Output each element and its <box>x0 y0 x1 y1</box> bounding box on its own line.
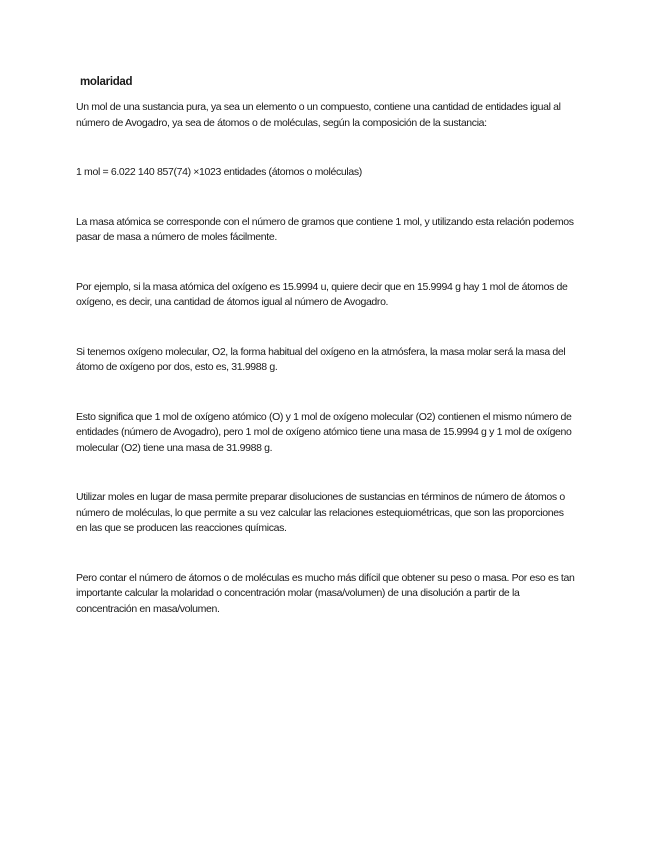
paragraph-avogadro-equation: 1 mol = 6.022 140 857(74) ×1023 entidades (átomos o moléculas) <box>76 166 362 178</box>
paragraph-molecular-oxygen: Si tenemos oxígeno molecular, O2, la forma habitual del oxígeno en la atmósfera, la masa molar será la masa del átomo de oxígeno por dos, esto es, 31.9988 g. <box>76 345 566 373</box>
paragraph-mol-definition: Un mol de una sustancia pura, ya sea un elemento o un compuesto, contiene una cantidad de entidades igual al número de Avogadro, ya sea de átomos o de moléculas, según la composición de la sustancia: <box>76 101 561 129</box>
paragraph-atomic-vs-molecular: Esto significa que 1 mol de oxígeno atómico (O) y 1 mol de oxígeno molecular (O2) contienen el mismo número de entidades (número de Avogadro), pero 1 mol de oxígeno atómico tiene una masa de 15.9994 g y 1 mol de oxígeno molecular (O2) tiene una masa de 31.9988 g. <box>76 410 572 454</box>
paragraph-atomic-mass: La masa atómica se corresponde con el número de gramos que contiene 1 mol, y utilizando esta relación podemos pasar de masa a número de moles fácilmente. <box>76 215 574 243</box>
paragraph-oxygen-example: Por ejemplo, si la masa atómica del oxígeno es 15.9994 u, quiere decir que en 15.9994 g hay 1 mol de átomos de oxígeno, es decir, una cantidad de átomos igual al número de Avogadro. <box>76 280 568 308</box>
paragraph-using-moles: Utilizar moles en lugar de masa permite preparar disoluciones de sustancias en términos de número de átomos o número de moléculas, lo que permite a su vez calcular las relaciones estequiométricas, que son las proporciones en las que se producen las reacciones químicas. <box>76 491 565 534</box>
document-body <box>76 74 576 617</box>
paragraph-molarity-importance: Pero contar el número de átomos o de moléculas es mucho más difícil que obtener su peso o masa. Por eso es tan importante calcular la molaridad o concentración molar (masa/volumen) de una disolución a partir de la concentración en masa/volumen. <box>76 571 575 615</box>
document-title: molaridad <box>80 76 133 88</box>
